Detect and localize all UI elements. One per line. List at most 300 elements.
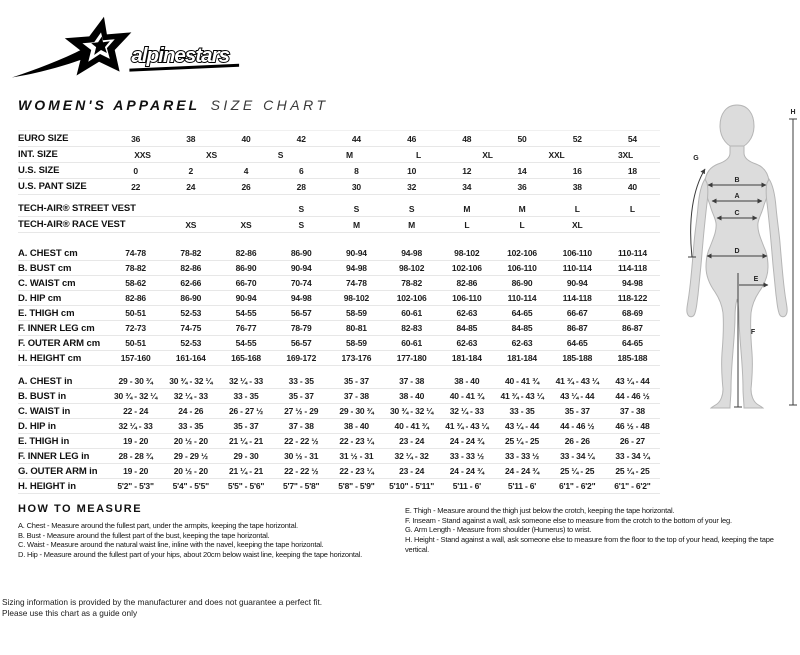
measure-instruction: F. Inseam - Stand against a wall, ask someone else to measure from the crotch to the bottom of your leg. [405, 515, 732, 525]
table-cell: XS [240, 219, 252, 230]
table-cell: 32 ¼ - 33 [173, 391, 208, 401]
table-cell: 32 ¼ - 33 [449, 406, 484, 416]
table-row-tech-air-street-vest [18, 201, 660, 217]
table-row-inner-leg-cm [18, 321, 660, 336]
table-cell: 94-98 [401, 248, 422, 258]
table-cell: 68-69 [622, 308, 643, 318]
table-cell: XXS [134, 149, 151, 160]
table-cell: 62-63 [456, 338, 478, 348]
table-cell: 29 - 30 ¾ [339, 406, 374, 416]
table-cell: 8 [354, 165, 359, 176]
table-cell: 44 - 46 ½ [560, 421, 595, 431]
table-cell: 60-61 [401, 308, 422, 318]
row-label-hip-cm: D. HIP cm [18, 292, 62, 304]
table-cell: 12 [462, 165, 472, 176]
table-cell: 33 - 33 ½ [504, 451, 540, 461]
table-cell: 30 [351, 181, 361, 192]
table-cell: 5'7" - 5'8" [283, 481, 320, 491]
table-cell: 21 ¼ - 21 [228, 436, 264, 446]
table-cell: 36 [131, 133, 141, 144]
table-cell: 90-94 [290, 263, 312, 273]
table-cell: 54-55 [235, 308, 257, 318]
table-cell: 74-78 [346, 278, 367, 288]
table-cell: 82-86 [180, 263, 202, 273]
row-cells [108, 391, 660, 401]
table-cell: 78-82 [180, 248, 202, 258]
row-cells [108, 248, 660, 258]
table-cell: 6'1" - 6'2" [559, 481, 596, 491]
table-cell: 106-110 [562, 248, 592, 258]
measure-instruction: A. Chest - Measure around the fullest part, under the armpits, keeping the tape horizontal. [18, 521, 298, 530]
table-cell: 102-106 [507, 248, 537, 258]
table-cell: 35 - 37 [564, 406, 590, 416]
table-cell: 5'5" - 5'6" [227, 481, 265, 491]
row-cells [108, 451, 660, 461]
table-cell: 31 ½ - 31 [339, 451, 374, 461]
table-cell: 78-79 [290, 323, 312, 333]
diagram-label-f: F [750, 329, 756, 336]
table-cell: 5'4" - 5'5" [172, 481, 209, 491]
table-cell: 64-65 [511, 308, 533, 318]
how-to-measure-heading: HOW TO MEASURE [18, 503, 143, 515]
table-cell: 5'10" - 5'11" [389, 481, 435, 491]
table-cell: 19 - 20 [123, 466, 149, 476]
table-cell: 24 - 24 ¾ [449, 466, 484, 476]
table-cell: 30 ¾ - 32 ¼ [169, 376, 213, 386]
table-cell: 29 - 29 ½ [173, 451, 208, 461]
table-cell: 62-66 [180, 278, 202, 288]
table-cell: 37 - 38 [619, 406, 645, 416]
table-cell: 110-114 [507, 293, 537, 303]
table-cell: 181-184 [507, 353, 537, 363]
diagram-label-h: H [790, 109, 796, 116]
table-cell: 5'11 - 6' [452, 481, 481, 491]
table-cell: 86-87 [566, 323, 588, 333]
table-row-bust-cm [18, 261, 660, 276]
table-cell: S [298, 219, 304, 230]
table-cell: 58-59 [346, 308, 367, 318]
table-cell: 70-74 [290, 278, 312, 288]
astar-icon [12, 17, 131, 78]
row-label-chest-in: A. CHEST in [18, 375, 73, 387]
table-cell [163, 204, 218, 214]
diagram-label-d: D [734, 248, 740, 255]
table-cell: 24 [186, 181, 196, 192]
table-cell: 52-53 [180, 308, 202, 318]
silhouette-head [720, 105, 754, 148]
table-cell: 114-118 [618, 263, 647, 273]
measure-instruction: B. Bust - Measure around the fullest part of the bust, keeping the tape horizontal. [18, 530, 270, 540]
table-cell: 29 - 30 [233, 451, 259, 461]
table-cell: 33 - 34 ¼ [615, 451, 650, 461]
table-cell [108, 220, 163, 230]
table-cell: 102-106 [451, 263, 482, 273]
table-cell: 64-65 [622, 338, 643, 348]
row-cells [108, 481, 660, 491]
table-cell: 60-61 [401, 338, 422, 348]
footer-line-1: Sizing information is provided by the manufacturer and does not guarantee a perfect fit. [2, 597, 323, 607]
table-cell: 16 [572, 165, 582, 176]
table-cell: 22 [131, 181, 141, 192]
table-cell: 110-114 [618, 248, 647, 258]
table-cell: 76-77 [235, 323, 257, 333]
table-cell: 27 ½ - 29 [284, 406, 319, 416]
table-cell: 34 [462, 181, 472, 192]
table-cell: 28 - 28 ¾ [118, 451, 153, 461]
table-cell: XS [185, 219, 197, 230]
table-cell: 173-176 [341, 353, 372, 363]
table-row-outer-arm-in [18, 464, 660, 479]
row-cells [108, 134, 660, 144]
table-cell: 90-94 [566, 278, 588, 288]
table-cell: 22 - 24 [123, 406, 149, 416]
row-cells [108, 466, 660, 476]
table-cell: 40 [241, 133, 251, 144]
table-cell: M [352, 219, 360, 230]
table-cell: 50 [517, 133, 527, 144]
table-cell: S [408, 203, 415, 214]
row-cells [108, 376, 660, 386]
table-cell: 62-63 [511, 338, 533, 348]
table-cell: 26 - 27 ½ [228, 406, 264, 416]
logo-wordmark: alpinestars [131, 43, 230, 67]
size-table [18, 130, 660, 494]
table-row-bust-in [18, 389, 660, 404]
table-cell: 33 - 35 [178, 421, 204, 431]
table-cell: 64-65 [566, 338, 588, 348]
table-cell: 86-90 [235, 263, 257, 273]
table-cell: 102-106 [396, 293, 427, 303]
table-cell: 40 [627, 181, 637, 192]
table-cell: 32 [407, 181, 417, 192]
table-cell: 26 - 26 [564, 436, 590, 446]
table-row-inner-leg-in [18, 449, 660, 464]
table-cell: 94-98 [346, 263, 367, 273]
table-cell: L [464, 219, 470, 230]
table-cell: 30 ¾ - 32 ¼ [114, 391, 158, 401]
table-cell: XL [482, 149, 493, 160]
table-cell: 6'1" - 6'2" [614, 481, 651, 491]
table-cell: 4 [243, 165, 249, 176]
silhouette-left-arm [687, 179, 708, 317]
table-cell: 32 ¼ - 33 [228, 376, 264, 386]
table-cell: 40 - 41 ¾ [449, 391, 484, 401]
table-cell: 38 - 40 [454, 376, 480, 386]
table-cell: 86-87 [622, 323, 643, 333]
table-cell: XXL [548, 149, 565, 160]
table-cell: 38 - 40 [399, 391, 425, 401]
table-cell: 84-85 [511, 323, 533, 333]
table-cell: 40 - 41 ¾ [504, 376, 540, 386]
footer-disclaimer [2, 597, 322, 618]
table-cell: 78-82 [401, 278, 422, 288]
measure-instruction: C. Waist - Measure around the natural waist line, inline with the navel, keeping the tape horizontal. [18, 540, 324, 550]
table-cell: L [574, 203, 580, 214]
row-cells [108, 278, 660, 288]
table-cell: 29 - 30 ¾ [118, 376, 153, 386]
row-label-int-size: INT. SIZE [18, 149, 58, 160]
table-cell: L [519, 219, 525, 230]
table-cell: 169-172 [286, 353, 317, 363]
row-label-inner-leg-in: F. INNER LEG in [18, 450, 90, 462]
table-cell: 78-82 [125, 263, 146, 273]
table-cell: 3XL [618, 149, 633, 160]
table-row-thigh-cm [18, 306, 660, 321]
table-cell [218, 204, 273, 214]
row-label-thigh-cm: E. THIGH cm [18, 307, 75, 319]
table-cell: 38 [572, 181, 582, 192]
table-cell: 157-160 [120, 353, 151, 363]
table-cell: 48 [462, 133, 472, 144]
row-label-waist-in: C. WAIST in [18, 405, 71, 417]
table-cell [605, 220, 660, 230]
table-cell: 18 [627, 165, 637, 176]
measure-instruction: E. Thigh - Measure around the thigh just below the crotch, keeping the tape horizontal. [405, 506, 675, 515]
diagram-label-g: G [693, 155, 699, 162]
row-cells [108, 182, 660, 192]
table-cell: 41 ¾ - 43 ¼ [555, 376, 599, 386]
table-cell: 114-118 [562, 293, 592, 303]
table-cell: 118-122 [617, 293, 648, 303]
table-cell: 26 - 27 [619, 436, 645, 446]
table-cell: 30 ¾ - 32 ¼ [390, 406, 434, 416]
footer-line-2: Please use this chart as a guide only [2, 607, 138, 618]
table-cell: 33 - 35 [288, 376, 314, 386]
body-measurement-diagram [665, 95, 800, 425]
table-row-thigh-in [18, 434, 660, 449]
table-cell: 37 - 38 [399, 376, 425, 386]
table-cell: 19 - 20 [123, 436, 149, 446]
table-cell: XL [571, 219, 583, 230]
table-cell: 0 [133, 165, 138, 176]
row-cells [108, 353, 660, 363]
diagram-label-b: B [734, 177, 740, 184]
table-cell: 58-59 [346, 338, 367, 348]
table-cell: 20 ½ - 20 [173, 466, 208, 476]
table-row-chest-cm [18, 246, 660, 261]
measure-instruction: G. Arm Length - Measure from shoulder (Humerus) to wrist. [405, 525, 592, 535]
table-cell: 106-110 [452, 293, 482, 303]
table-cell: 43 ¼ - 44 [560, 391, 595, 401]
row-label-chest-cm: A. CHEST cm [18, 247, 78, 259]
row-label-height-cm: H. HEIGHT cm [18, 352, 82, 364]
table-cell: 52-53 [180, 338, 202, 348]
table-cell: 25 ¼ - 25 [504, 436, 540, 446]
table-cell: 41 ¾ - 43 ¼ [445, 421, 489, 431]
row-label-outer-arm-in: G. OUTER ARM in [18, 465, 98, 477]
table-row-hip-cm [18, 291, 660, 306]
table-cell: 54 [627, 133, 637, 144]
table-row-height-in [18, 479, 660, 494]
diagram-label-e: E [753, 276, 759, 283]
table-row-chest-in [18, 374, 660, 389]
table-cell: 66-70 [235, 278, 257, 288]
table-cell: 66-67 [566, 308, 588, 318]
table-cell: 94-98 [290, 293, 312, 303]
row-cells [108, 308, 660, 318]
table-section-gap [18, 233, 660, 246]
table-cell: M [463, 203, 471, 214]
table-cell: 20 ½ - 20 [173, 436, 208, 446]
table-cell: 165-168 [231, 353, 261, 363]
table-cell: 2 [188, 165, 194, 176]
table-cell: 82-86 [125, 293, 146, 303]
row-cells [108, 150, 660, 160]
row-cells [108, 263, 660, 273]
row-label-tech-air-race-vest: TECH-AIR® RACE VEST [18, 219, 126, 230]
table-cell: 33 - 35 [509, 406, 535, 416]
table-cell: 74-78 [125, 248, 146, 258]
row-cells [108, 220, 660, 230]
row-cells [108, 166, 660, 176]
table-cell: 58-62 [125, 278, 146, 288]
table-cell: 32 ¼ - 32 [394, 451, 429, 461]
row-label-inner-leg-cm: F. INNER LEG cm [18, 322, 95, 334]
table-cell: 30 ½ - 31 [284, 451, 319, 461]
row-label-waist-cm: C. WAIST cm [18, 277, 76, 289]
row-cells [108, 293, 660, 303]
row-label-outer-arm-cm: F. OUTER ARM cm [18, 337, 101, 349]
table-cell: 33 - 35 [233, 391, 259, 401]
table-cell: 6 [298, 165, 304, 176]
table-cell: 41 ¾ - 43 ¼ [500, 391, 544, 401]
measure-instruction: H. Height - Stand against a wall, ask someone else to measure from the floor to the top of your head, keeping the tape vertical. [405, 535, 774, 554]
row-cells [108, 421, 660, 431]
table-cell: 38 [186, 133, 196, 144]
table-cell: 14 [517, 165, 527, 176]
measure-instructions-left [18, 521, 408, 560]
table-cell: 37 - 38 [288, 421, 314, 431]
table-cell: 33 - 34 ¼ [560, 451, 595, 461]
page-title [18, 97, 329, 115]
table-cell: S [277, 149, 284, 160]
table-row-waist-cm [18, 276, 660, 291]
table-cell: 181-184 [451, 353, 482, 363]
table-cell: 10 [407, 165, 417, 176]
table-cell: 86-90 [180, 293, 202, 303]
table-row-waist-in [18, 404, 660, 419]
row-cells [108, 204, 660, 214]
table-cell: 56-57 [290, 338, 312, 348]
row-label-height-in: H. HEIGHT in [18, 480, 76, 492]
table-cell: 86-90 [511, 278, 533, 288]
table-cell: 98-102 [343, 293, 370, 303]
table-cell: 50-51 [125, 308, 146, 318]
row-label-bust-in: B. BUST in [18, 390, 67, 402]
table-row-int-size [18, 147, 660, 163]
table-cell: 42 [296, 133, 306, 144]
table-cell: 161-164 [175, 353, 206, 363]
table-cell: 43 ¼ - 44 [504, 421, 540, 431]
diagram-label-c: C [734, 210, 740, 217]
table-cell: XS [206, 149, 217, 160]
table-row-us-size [18, 163, 660, 179]
table-cell: 82-86 [235, 248, 257, 258]
table-cell: 86-90 [290, 248, 312, 258]
table-cell: M [408, 219, 416, 230]
table-cell: 40 - 41 ¾ [394, 421, 429, 431]
row-cells [108, 338, 660, 348]
table-row-euro-size [18, 130, 660, 147]
silhouette-right-arm [766, 179, 787, 317]
row-cells [108, 323, 660, 333]
table-cell: 72-73 [125, 323, 146, 333]
table-cell: 33 - 33 ½ [449, 451, 484, 461]
table-cell: 26 [241, 181, 251, 192]
table-cell: 98-102 [454, 248, 480, 258]
row-label-euro-size: EURO SIZE [18, 133, 69, 144]
table-cell: 24 - 24 ¾ [504, 466, 540, 476]
table-cell: 185-188 [562, 353, 593, 363]
table-cell: 22 - 22 ½ [284, 436, 319, 446]
title-main: WOMEN'S APPAREL [18, 97, 201, 113]
table-row-hip-in [18, 419, 660, 434]
table-cell: 21 ¼ - 21 [228, 466, 264, 476]
table-cell: 22 - 22 ½ [284, 466, 319, 476]
table-section-gap [18, 366, 660, 374]
row-label-hip-in: D. HIP in [18, 420, 56, 432]
table-cell: M [346, 149, 353, 160]
table-cell: 46 ½ - 48 [615, 421, 650, 431]
table-cell: 74-75 [180, 323, 202, 333]
diagram-label-a: A [734, 193, 740, 200]
table-cell: 106-110 [507, 263, 537, 273]
table-cell: 5'11 - 6' [507, 481, 537, 491]
table-cell: 22 - 23 ¼ [339, 466, 374, 476]
measure-instructions-right [405, 506, 797, 555]
table-row-outer-arm-cm [18, 336, 660, 351]
table-cell: 44 [351, 133, 361, 144]
table-cell: 185-188 [617, 353, 648, 363]
table-cell: S [353, 203, 360, 214]
table-cell: 90-94 [346, 248, 367, 258]
table-cell: 5'2" - 5'3" [117, 481, 154, 491]
row-cells [108, 436, 660, 446]
table-cell: M [518, 203, 526, 214]
table-cell: 84-85 [456, 323, 478, 333]
row-label-thigh-in: E. THIGH in [18, 435, 70, 447]
table-cell: 46 [407, 133, 417, 144]
table-row-tech-air-race-vest [18, 217, 660, 233]
measure-instruction: D. Hip - Measure around the fullest part of your hips, about 20cm below waist line, keeping the tape horizontal. [18, 550, 363, 560]
table-cell: 35 - 37 [288, 391, 314, 401]
table-cell: L [629, 203, 635, 214]
table-cell: 25 ¼ - 25 [615, 466, 650, 476]
table-cell: 43 ¼ - 44 [615, 376, 650, 386]
table-cell: 50-51 [125, 338, 146, 348]
table-cell: 23 - 24 [399, 466, 425, 476]
row-cells [108, 406, 660, 416]
table-row-height-cm [18, 351, 660, 366]
table-cell: 82-83 [401, 323, 422, 333]
alpinestars-logo [8, 12, 243, 92]
table-cell: 25 ¼ - 25 [560, 466, 595, 476]
row-label-bust-cm: B. BUST cm [18, 262, 72, 274]
table-cell: 177-180 [396, 353, 427, 363]
table-cell: 62-63 [456, 308, 478, 318]
table-cell: 24 - 24 ¾ [449, 436, 484, 446]
table-cell: 37 - 38 [343, 391, 369, 401]
table-cell: 52 [572, 133, 582, 144]
table-cell: 5'8" - 5'9" [338, 481, 375, 491]
table-cell: 23 - 24 [399, 436, 425, 446]
table-cell: 44 - 46 ½ [615, 391, 650, 401]
table-row-us-pant-size [18, 179, 660, 195]
table-cell: 98-102 [398, 263, 425, 273]
title-sub: SIZE CHART [210, 97, 329, 113]
table-cell: 35 - 37 [343, 376, 369, 386]
table-cell: 28 [296, 181, 306, 192]
